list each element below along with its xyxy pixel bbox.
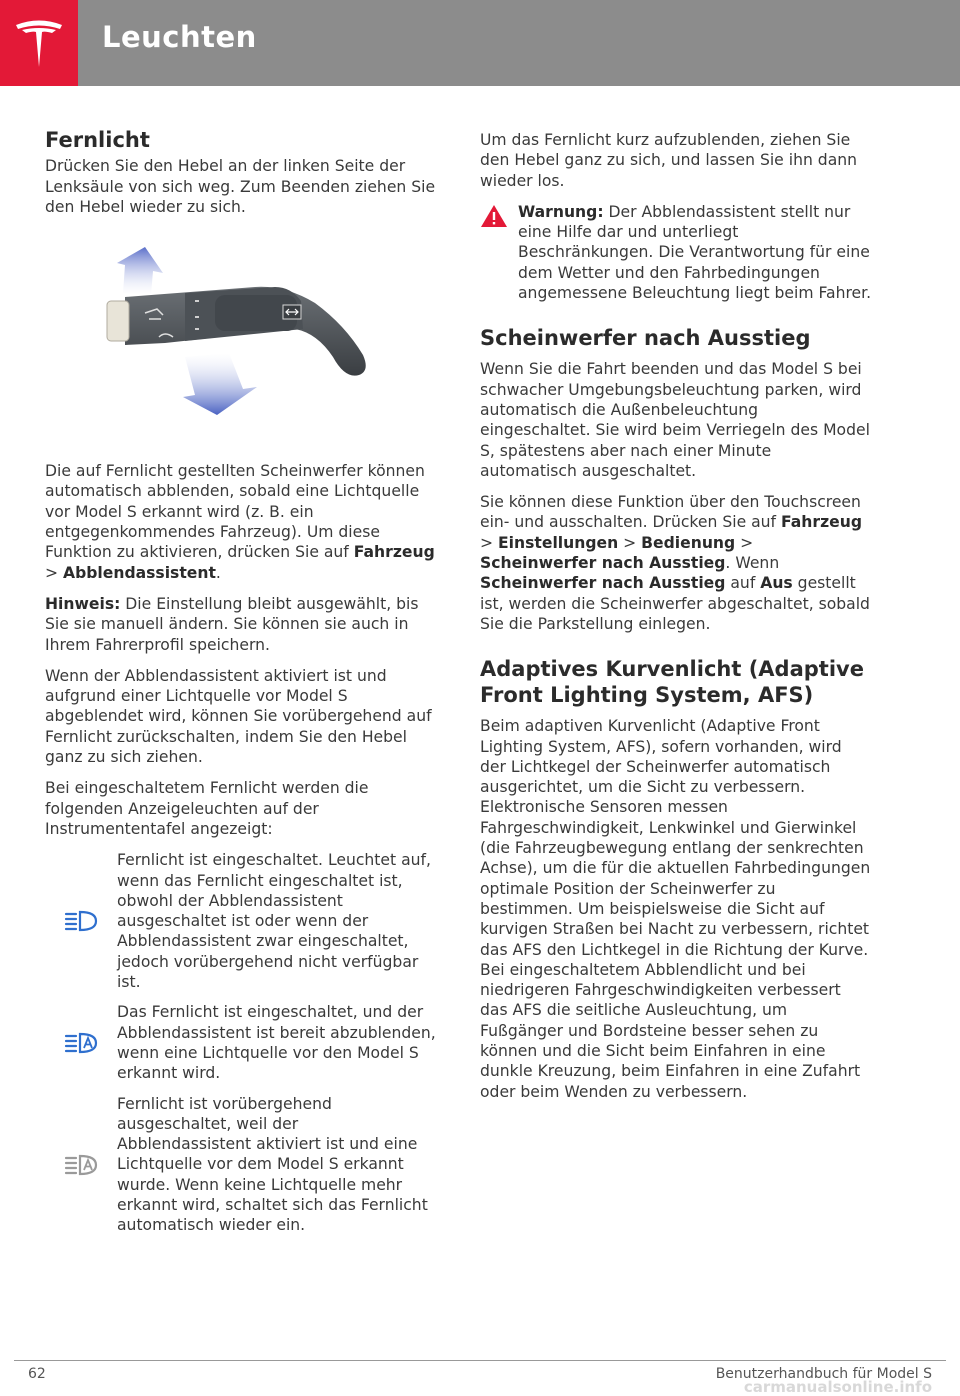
indicator-text: Das Fernlicht ist eingeschaltet, und der Abblendassistent ist bereit abzublenden, wenn eine Lichtquelle vor den Model S erkannt wird. [117, 1003, 436, 1083]
right-column [480, 130, 872, 1113]
heading-scheinwerfer-nach-ausstieg: Scheinwerfer nach Ausstieg [480, 326, 811, 351]
auto-high-beam-off-icon [64, 1154, 98, 1176]
paragraph: Die auf Fernlicht gestellten Scheinwerfer können automatisch abblenden, sobald eine Lichtquelle vor Model S erkannt wird (z. B. ein entgegenkommendes Fahrzeug). Um diese Funktion zu aktivieren, drücken Sie auf Fahrzeug > Abblendassistent. [45, 462, 435, 582]
indicator-row [45, 1002, 437, 1083]
tesla-logo [0, 0, 78, 86]
stalk-illustration [45, 245, 437, 431]
heading-adaptives-kurvenlicht: Adaptives Kurvenlicht (Adaptive Front Lighting System, AFS) [480, 657, 864, 708]
page-number: 62 [28, 1366, 46, 1382]
indicator-row [45, 1094, 437, 1236]
paragraph: Beim adaptiven Kurvenlicht (Adaptive Front Lighting System, AFS), sofern vorhanden, wird der Lichtkegel der Scheinwerfer automatisch ausgerichtet, um die Sicht zu verbessern. Elektronische Sensoren messen Fahrgeschwindigkeit, Lenkwinkel und Gierwinkel (die Fahrzeugbewegung entlang der senkrechten Achse), um die für die aktuellen Fahrbedingungen optimale Position der Scheinwerfer zu bestimmen. Um beispielsweise die Sicht auf kurvigen Straßen bei Nacht zu verbessern, richtet das AFS den Lichtkegel in die Richtung der Kurve. Bei eingeschaltetem Abblendlicht und bei niedrigeren Fahrgeschwindigkeiten verbessert das AFS die seitliche Ausleuchtung, um Fußgänger und Bordsteine besser sehen zu können und die Sicht beim Einfahren in eine dunkle Kreuzung, beim Einfahren in eine Zufahrt oder beim Wenden zu verbessern. [480, 717, 871, 1101]
paragraph: Um das Fernlicht kurz aufzublenden, ziehen Sie den Hebel ganz zu sich, und lassen Sie ihn dann wieder los. [480, 131, 858, 190]
page-title: Leuchten [102, 20, 257, 54]
warning-icon [480, 204, 508, 228]
left-column [45, 130, 437, 1246]
manual-title: Benutzerhandbuch für Model S [715, 1366, 932, 1382]
note: Hinweis: Die Einstellung bleibt ausgewählt, bis Sie sie manuell ändern. Sie können sie auch in Ihrem Fahrerprofil speichern. [45, 594, 419, 654]
indicator-text: Fernlicht ist vorübergehend ausgeschaltet, weil der Abblendassistent aktiviert ist und eine Lichtquelle vor dem Model S erkannt wurde. Wenn keine Lichtquelle mehr erkannt wird, schaltet sich das Fernlicht automatisch wieder ein. [117, 1094, 428, 1235]
note-label: Hinweis: [45, 594, 121, 613]
indicator-row [45, 850, 437, 992]
heading-fernlicht: Fernlicht [45, 128, 150, 152]
paragraph: Wenn der Abblendassistent aktiviert ist und aufgrund einer Lichtquelle vor Model S abgeblendet wird, können Sie vorübergehend auf Fernlicht zurückschalten, indem Sie den Hebel ganz zu sich ziehen. [45, 666, 432, 767]
push-arrow-icon [117, 247, 163, 295]
watermark: carmanualsonline.info [743, 1378, 932, 1396]
tesla-logo-icon [12, 17, 66, 71]
paragraph: Wenn Sie die Fahrt beenden und das Model S bei schwacher Umgebungsbeleuchtung parken, wird automatisch die Außenbeleuchtung eingeschaltet. Sie wird beim Verriegeln des Model S, spätestens aber nach einer Minute automatisch ausgeschaltet. [480, 360, 870, 480]
auto-high-beam-icon [64, 1032, 98, 1054]
paragraph: Bei eingeschaltetem Fernlicht werden die folgenden Anzeigeleuchten auf der Instrumententafel angezeigt: [45, 779, 369, 838]
paragraph: Drücken Sie den Hebel an der linken Seite der Lenksäule von sich weg. Zum Beenden ziehen Sie den Hebel wieder zu sich. [45, 157, 436, 216]
footer-divider [14, 1360, 946, 1361]
indicator-text: Fernlicht ist eingeschaltet. Leuchtet auf, wenn das Fernlicht eingeschaltet ist, obwohl der Abblendassistent ausgeschaltet ist oder wenn der Abblendassistent zwar eingeschaltet, jedoch vorübergehend nicht verfügbar ist. [117, 851, 431, 992]
warning-box: Warnung: Der Abblendassistent stellt nur eine Hilfe dar und unterliegt Beschränkungen. Die Verantwortung für eine dem Wetter und den Fahrbedingungen angemessene Beleuchtung liegt beim Fahrer. [480, 202, 872, 303]
pull-arrow-icon [183, 353, 257, 415]
paragraph: Sie können diese Funktion über den Touchscreen ein- und ausschalten. Drücken Sie auf Fahrzeug > Einstellungen > Bedienung > Scheinwerfer nach Ausstieg. Wenn Scheinwerfer nach Ausstieg auf Aus gestellt ist, werden die Scheinwerfer abgeschaltet, sobald Sie die Parkstellung einlegen. [480, 493, 870, 633]
warning-label: Warnung: [518, 202, 604, 221]
high-beam-icon [64, 910, 98, 932]
